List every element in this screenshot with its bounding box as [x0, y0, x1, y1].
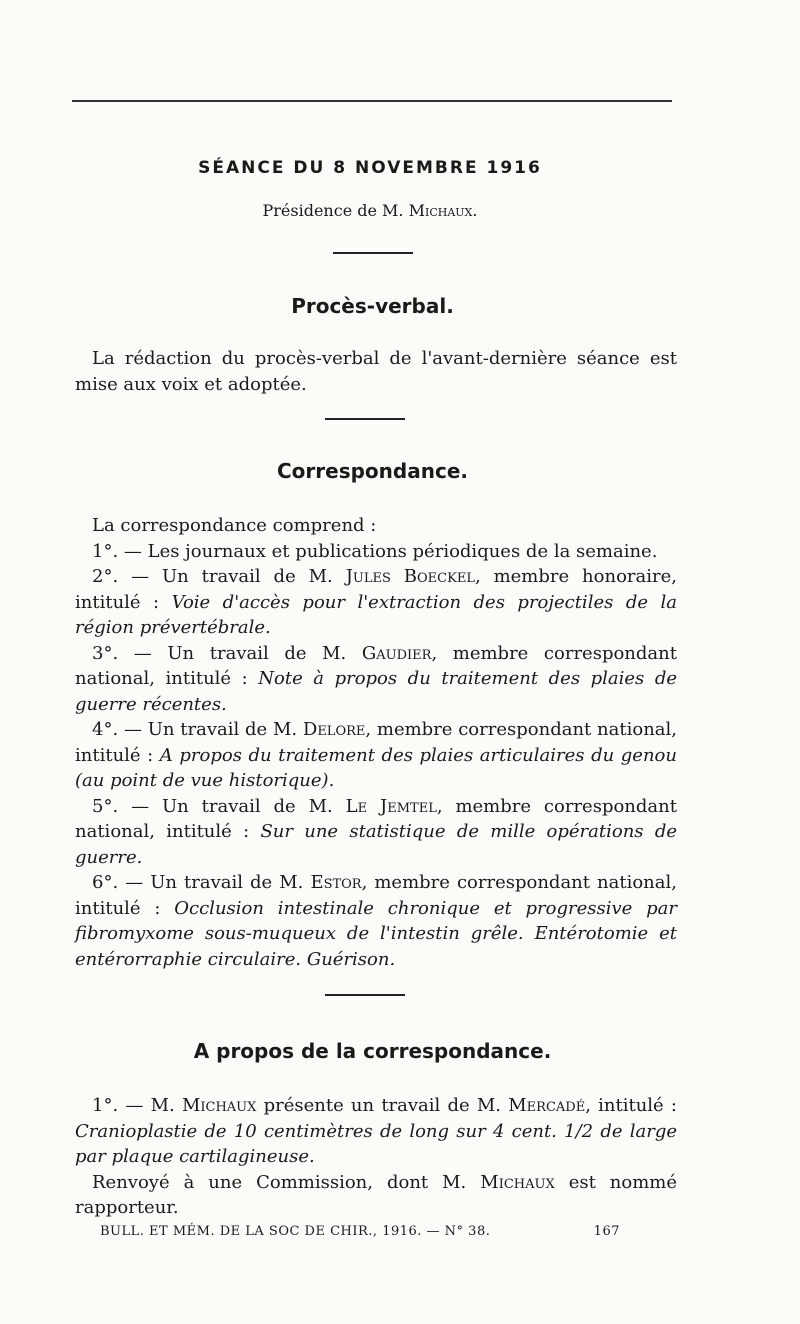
- work-title: Sur une statistique de mille opérations de guerre.: [75, 821, 677, 868]
- author-name: Delore: [302, 719, 366, 740]
- heading-correspondance: Correspondance.: [277, 459, 468, 483]
- heading-proces-verbal: Procès-verbal.: [291, 294, 454, 318]
- correspondance-item-4: [75, 717, 677, 794]
- session-title: SÉANCE DU 8 NOVEMBRE 1916: [198, 158, 542, 178]
- a-propos-item-1: [75, 1093, 677, 1170]
- heading-a-propos: A propos de la correspondance.: [193, 1039, 552, 1063]
- a-propos-body: [75, 1093, 677, 1221]
- item-prefix: 4°. — Un travail de M.: [92, 719, 298, 740]
- section-separator: [333, 252, 413, 254]
- item-mid: , membre honoraire, intitulé :: [75, 566, 677, 613]
- author-name: Estor: [310, 872, 362, 893]
- item-prefix: 5°. — Un travail de M.: [92, 795, 333, 817]
- section-separator: [325, 994, 405, 996]
- item-mid: , membre correspondant national, intitulé :: [75, 642, 677, 689]
- section-separator: [325, 418, 405, 420]
- author-name: Gaudier: [361, 642, 432, 664]
- a-propos-renvoi: [75, 1170, 677, 1221]
- work-title: Cranioplastie de 10 centimètres de long sur 4 cent. 1/2 de large par plaque cartilagineuse.: [75, 1120, 677, 1167]
- top-rule: [72, 100, 672, 102]
- item-mid: , membre correspondant national, intitulé :: [75, 719, 677, 766]
- correspondance-item-2: [75, 564, 677, 641]
- item-prefix: 3°. — Un travail de M.: [92, 642, 347, 664]
- renvoi-suffix: est nommé rapporteur.: [75, 1171, 677, 1218]
- bulletin-citation: BULL. ET MÉM. DE LA SOC DE CHIR., 1916. — N° 38.: [100, 1224, 491, 1239]
- proces-verbal-paragraph: La rédaction du procès-verbal de l'avant-dernière séance est mise aux voix et adoptée.: [75, 348, 677, 395]
- item-mid: , membre correspondant national, intitulé :: [75, 795, 677, 842]
- work-title: Voie d'accès pour l'extraction des projectiles de la région prévertébrale.: [75, 591, 677, 638]
- item-mid-2: , intitulé :: [585, 1095, 677, 1116]
- page-number: 167: [593, 1224, 620, 1239]
- item-prefix: 1°. — M.: [92, 1095, 175, 1116]
- work-title: Note à propos du traitement des plaies de guerre récentes.: [75, 668, 677, 715]
- presenter-name: Michaux: [181, 1095, 257, 1116]
- item-mid: présente un travail de M.: [256, 1095, 502, 1116]
- item-prefix: 6°. — Un travail de M.: [92, 872, 304, 893]
- correspondance-intro: La correspondance comprend :: [92, 515, 377, 536]
- work-title: Occlusion intestinale chronique et progressive par fibromyxome sous-muqueux de l'intestin grêle. Entérotomie et entérorraphie circulaire. Guérison.: [75, 897, 677, 970]
- proces-verbal-text: [75, 346, 677, 397]
- item-mid: , membre correspondant national, intitulé :: [75, 872, 677, 919]
- presidence-line: [0, 201, 740, 220]
- correspondance-item-3: [75, 641, 677, 718]
- item-prefix: 2°. — Un travail de M.: [92, 566, 333, 587]
- correspondance-item-5: [75, 794, 677, 871]
- author-name: Mercadé: [508, 1095, 586, 1116]
- page-footer: [100, 1224, 620, 1239]
- renvoi-prefix: Renvoyé à une Commission, dont M.: [92, 1171, 467, 1193]
- correspondance-item-6: [75, 870, 677, 972]
- author-name: Jules Boeckel: [345, 566, 475, 587]
- work-title: A propos du traitement des plaies articulaires du genou (au point de vue historique).: [75, 744, 677, 791]
- presidence-name: Michaux.: [408, 201, 478, 220]
- correspondance-body: [75, 513, 677, 972]
- correspondance-item-1: 1°. — Les journaux et publications périodiques de la semaine.: [92, 540, 658, 562]
- presidence-prefix: Présidence de M.: [262, 201, 404, 220]
- author-name: Le Jemtel: [345, 795, 437, 817]
- rapporteur-name: Michaux: [480, 1171, 555, 1193]
